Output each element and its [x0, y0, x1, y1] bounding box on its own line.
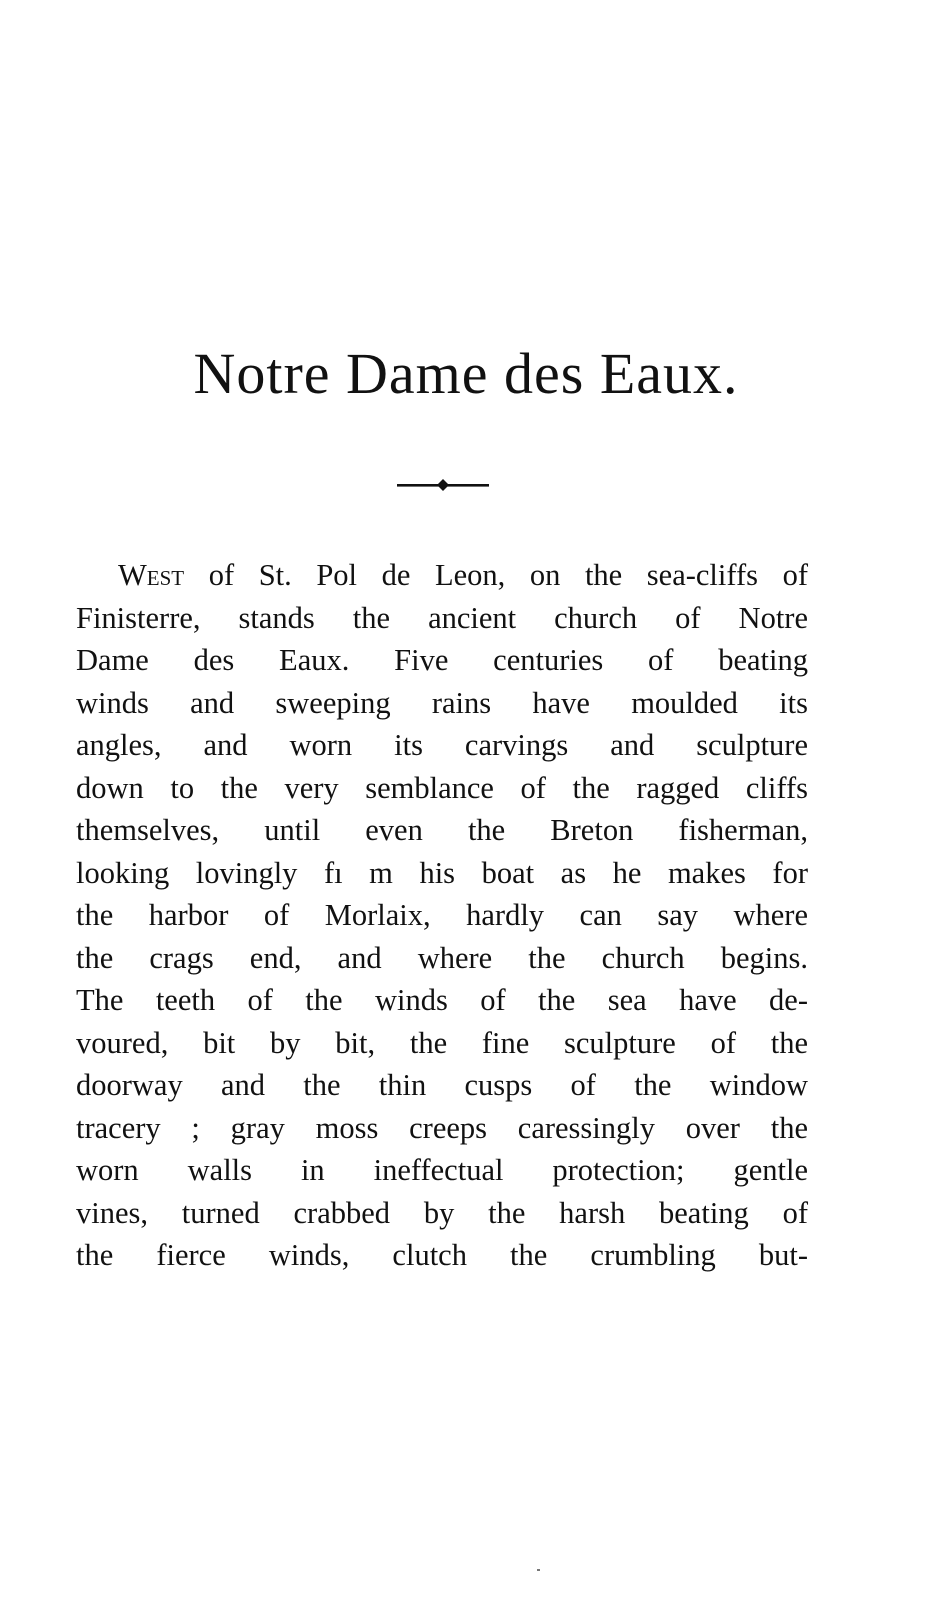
paragraph-line: vines, turned crabbed by the harsh beating of — [76, 1195, 808, 1230]
paragraph-line: the fierce winds, clutch the crumbling but- — [76, 1238, 808, 1272]
paragraph-line: Dame des Eaux. Five centuries of beating — [76, 643, 808, 677]
body-paragraph — [76, 554, 808, 1277]
line-text: of St. Pol de Leon, on the sea-cliffs of — [184, 558, 808, 592]
paragraph-line: themselves, until even the Breton fisherman, — [76, 813, 808, 847]
paragraph-line: doorway and the thin cusps of the window — [76, 1068, 808, 1102]
paragraph-line: Finisterre, stands the ancient church of Notre — [76, 600, 808, 635]
paragraph-line: voured, bit by bit, the fine sculpture of the — [76, 1025, 808, 1060]
paragraph-line: winds and sweeping rains have moulded its — [76, 685, 808, 720]
paragraph-line: The teeth of the winds of the sea have de- — [76, 983, 808, 1017]
paragraph-line: looking lovingly fı m his boat as he makes for — [76, 855, 808, 890]
paragraph-line: tracery ; gray moss creeps caressingly over the — [76, 1110, 808, 1145]
paragraph-line: the crags end, and where the church begins. — [76, 940, 808, 975]
paragraph-line — [76, 554, 808, 597]
drop-word: West — [118, 558, 185, 592]
dash-diamond-ornament-icon — [397, 478, 489, 492]
scan-speck — [537, 1569, 540, 1571]
paragraph-line: down to the very semblance of the ragged cliffs — [76, 770, 808, 805]
chapter-title: Notre Dame des Eaux. — [193, 341, 739, 406]
paragraph-line: angles, and worn its carvings and sculpture — [76, 728, 808, 762]
paragraph-line: worn walls in ineffectual protection; gentle — [76, 1153, 808, 1187]
paragraph-line: the harbor of Morlaix, hardly can say where — [76, 898, 808, 932]
